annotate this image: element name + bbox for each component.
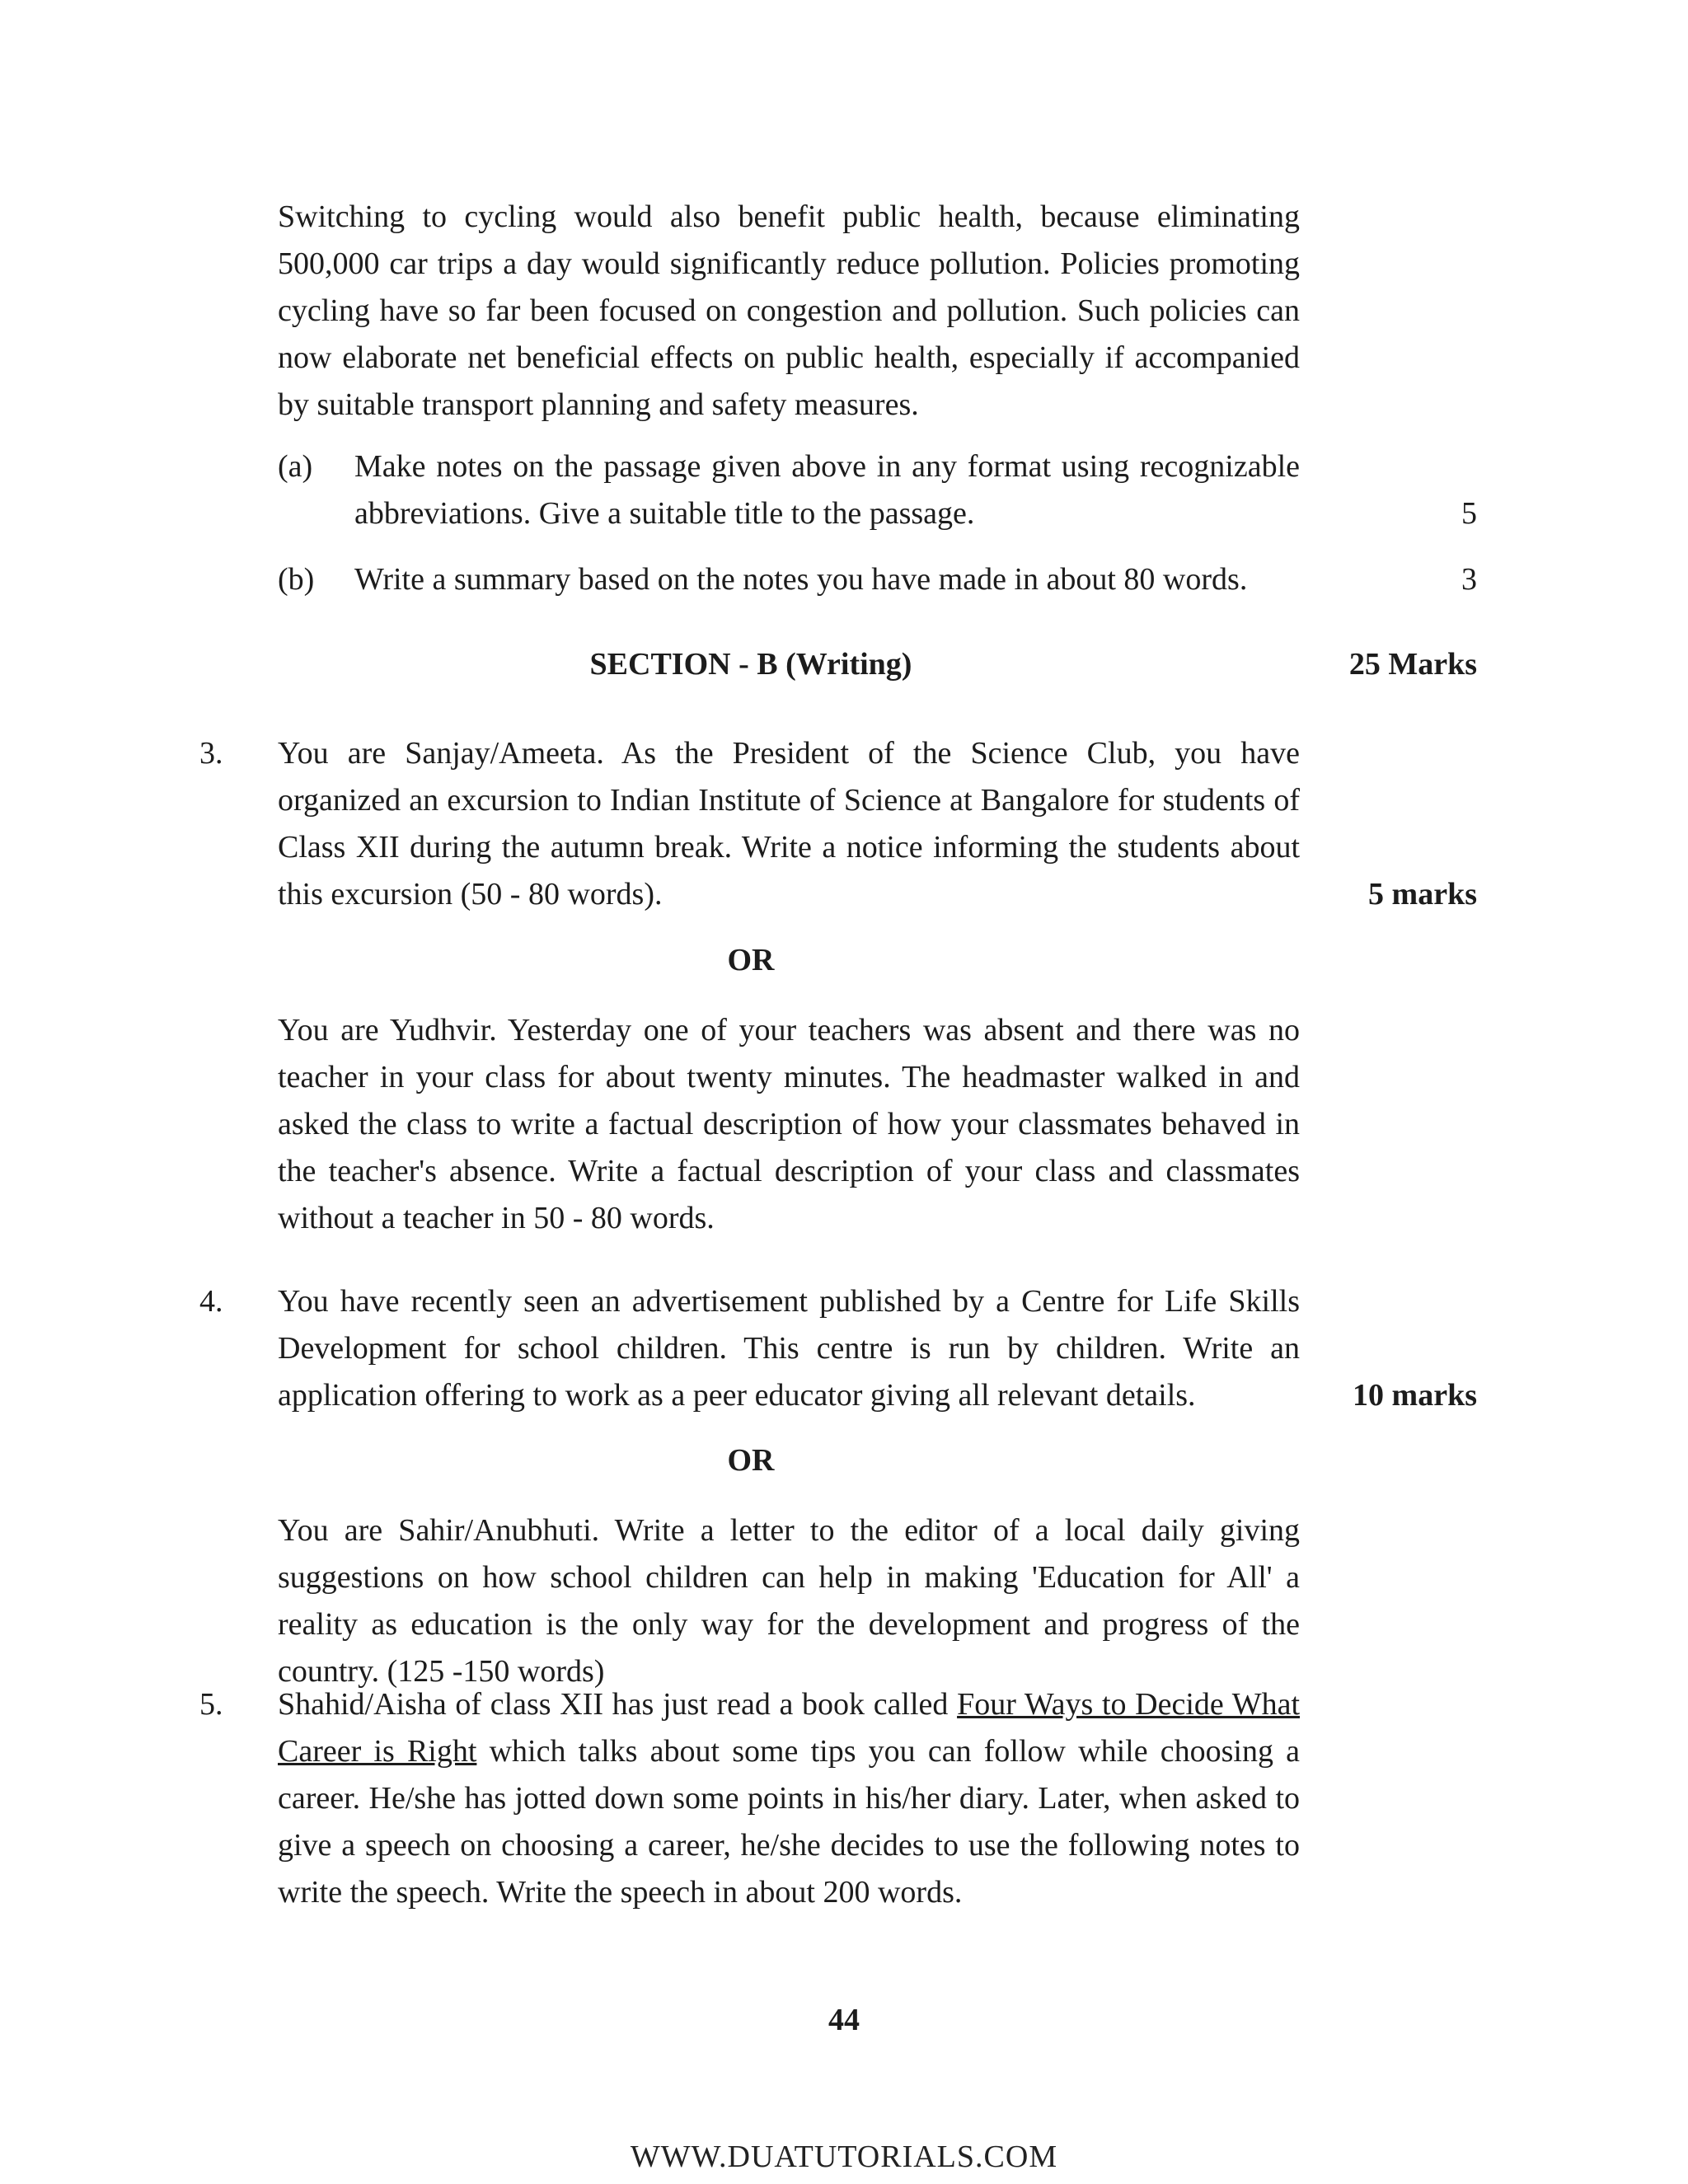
question-4-or: OR xyxy=(727,1443,775,1478)
subquestion-b-text: Write a summary based on the notes you have made in about 80 words. xyxy=(354,562,1248,597)
passage-paragraph: Switching to cycling would also benefit public health, because eliminating 500,000 car trips a day would significantly reduce pollution. Policies promoting cycling have so far been focused on congestion and pollution. Such policies can now elaborate net beneficial effects on public health, especially if accompanied by suitable transport planning and safety measures. xyxy=(278,199,1300,422)
question-5-text-before: Shahid/Aisha of class XII has just read a book called xyxy=(278,1687,958,1722)
subquestion-b-label: (b) xyxy=(278,562,315,597)
question-3-number: 3. xyxy=(199,736,223,771)
section-b-marks: 25 Marks xyxy=(1348,647,1477,682)
page-number: 44 xyxy=(828,2003,860,2037)
question-3-or: OR xyxy=(727,943,775,977)
question-5-text xyxy=(278,1681,1300,1916)
question-5-number: 5. xyxy=(199,1687,223,1722)
question-4-alternative-text: You are Sahir/Anubhuti. Write a letter to the editor of a local daily giving suggestions on how school children can help in making 'Education for All' a reality as education is the only way for the development and progress of the country. (125 -150 words) xyxy=(278,1513,1300,1689)
subquestion-b-marks: 3 xyxy=(1461,562,1477,597)
question-4-text: You have recently seen an advertisement published by a Centre for Life Skills Development for school children. This centre is run by children. Write an application offering to work as a peer educator giving all relevant details. xyxy=(278,1284,1300,1413)
subquestion-a-marks: 5 xyxy=(1461,496,1477,531)
subquestion-a-label: (a) xyxy=(278,449,313,484)
book-title: Four Ways to Decide What Career is Right xyxy=(278,1687,1300,1769)
section-b-heading: SECTION - B (Writing) xyxy=(589,647,912,682)
question-4-marks: 10 marks xyxy=(1353,1378,1477,1413)
question-4-number: 4. xyxy=(199,1284,223,1319)
question-5-text-after: which talks about some tips you can follow while choosing a career. He/she has jotted down some points in his/her diary. Later, when asked to give a speech on choosing a career, he/she decides to use the following notes to write the speech. Write the speech in about 200 words. xyxy=(278,1734,1300,1910)
question-3-marks: 5 marks xyxy=(1368,877,1477,912)
subquestion-a-text: Make notes on the passage given above in any format using recognizable abbreviations. Give a suitable title to the passage. xyxy=(354,449,1300,531)
question-3-text: You are Sanjay/Ameeta. As the President of the Science Club, you have organized an excursion to Indian Institute of Science at Bangalore for students of Class XII during the autumn break. Write a notice informing the students about this excursion (50 - 80 words). xyxy=(278,736,1300,912)
footer-url: WWW.DUATUTORIALS.COM xyxy=(630,2139,1058,2174)
question-3-alternative-text: You are Yudhvir. Yesterday one of your teachers was absent and there was no teacher in your class for about twenty minutes. The headmaster walked in and asked the class to write a factual description of how your classmates behaved in the teacher's absence. Write a factual description of your class and classmates without a teacher in 50 - 80 words. xyxy=(278,1013,1300,1235)
